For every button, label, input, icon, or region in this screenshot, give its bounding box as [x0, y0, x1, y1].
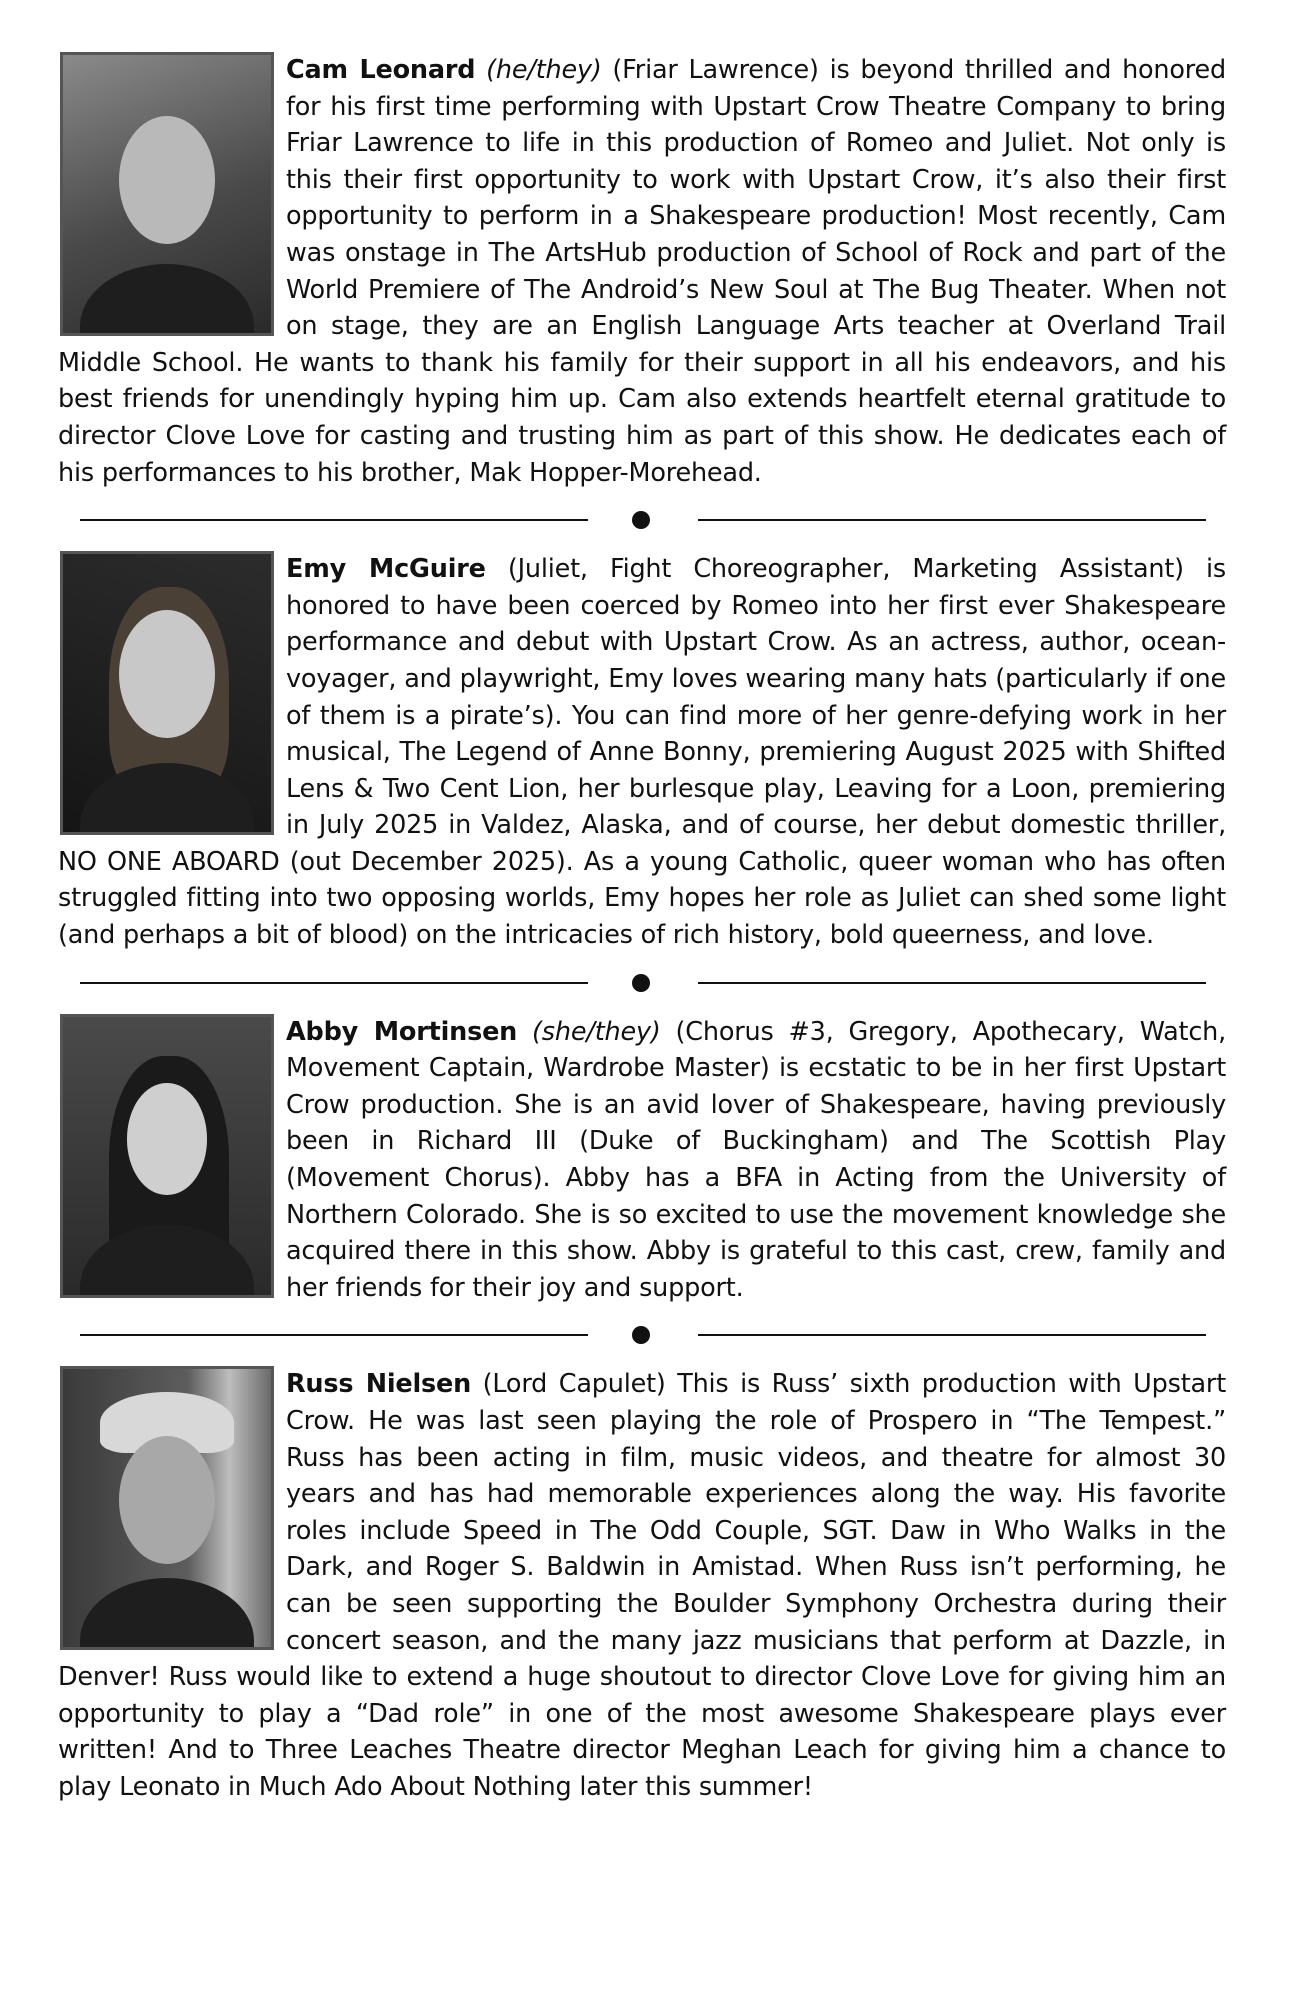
- bio-text: (Chorus #3, Gregory, Apothecary, Watch, Movement Captain, Wardrobe Master) is ecstatic to be in her first Upstart Crow production. She is an avid lover of Shakespeare, having previously been in Richard III (Duke of Buckingham) and The Scottish Play (Movement Chorus). Abby has a BFA in Acting from the University of Northern Colorado. She is so excited to use the movement knowledge she acquired there in this show. Abby is grateful to this cast, crew, family and her friends for their joy and support.: [286, 1016, 1227, 1303]
- separator-line-left: [80, 982, 588, 984]
- separator-dot: [632, 974, 650, 992]
- separator: [58, 968, 1226, 998]
- headshot-face: [119, 116, 215, 244]
- headshot-face: [127, 1083, 206, 1194]
- separator-line-right: [698, 982, 1206, 984]
- bio-pronouns: (she/they): [532, 1016, 661, 1047]
- headshot-shoulders: [80, 264, 255, 337]
- separator-dot: [632, 1326, 650, 1344]
- bio-page: [58, 52, 1226, 1806]
- bio-name: Emy McGuire: [286, 554, 486, 585]
- headshot-abby-mortinsen: [60, 1014, 274, 1298]
- headshot-cam-leonard: [60, 52, 274, 336]
- headshot-face: [119, 610, 215, 738]
- bio-name: Russ Nielsen: [286, 1369, 472, 1400]
- bio-abby-mortinsen: [58, 1014, 1226, 1307]
- bio-name: Abby Mortinsen: [286, 1016, 518, 1047]
- headshot-russ-nielsen: [60, 1366, 274, 1650]
- separator-line-right: [698, 519, 1206, 521]
- bio-emy-mcguire: [58, 551, 1226, 954]
- headshot-shoulders: [80, 763, 255, 836]
- separator-dot: [632, 511, 650, 529]
- bio-cam-leonard: [58, 52, 1226, 491]
- separator-line-right: [698, 1334, 1206, 1336]
- bio-text: (Juliet, Fight Choreographer, Marketing Assistant) is honored to have been coerced by Romeo into her first ever Shakespeare performance and debut with Upstart Crow. As an actress, author, ocean-voyager, and playwright, Emy loves wearing many hats (particularly if one of them is a pirate’s). You can find more of her genre-defying work in her musical, The Legend of Anne Bonny, premiering August 2025 with Shifted Lens & Two Cent Lion, her burlesque play, Leaving for a Loon, premiering in July 2025 in Valdez, Alaska, and of course, her debut domestic thriller, NO ONE ABOARD (out December 2025). As a young Catholic, queer woman who has often struggled fitting into two opposing worlds, Emy hopes her role as Juliet can shed some light (and perhaps a bit of blood) on the intricacies of rich history, bold queerness, and love.: [58, 554, 1226, 951]
- bio-text: (Friar Lawrence) is beyond thrilled and honored for his first time performing with Upstart Crow Theatre Company to bring Friar Lawrence to life in this production of Romeo and Juliet. Not only is this their first opportunity to work with Upstart Crow, it’s also their first opportunity to perform in a Shakespeare production! Most recently, Cam was onstage in The ArtsHub production of School of Rock and part of the World Premiere of The Android’s New Soul at The Bug Theater. When not on stage, they are an English Language Arts teacher at Overland Trail Middle School. He wants to thank his family for their support in all his endeavors, and his best friends for unendingly hyping him up. Cam also extends heartfelt eternal gratitude to director Clove Love for casting and trusting him as part of this show. He dedicates each of his performances to his brother, Mak Hopper-Morehead.: [58, 55, 1226, 488]
- separator-line-left: [80, 519, 588, 521]
- separator: [58, 1320, 1226, 1350]
- bio-text: (Lord Capulet) This is Russ’ sixth production with Upstart Crow. He was last seen playing the role of Prospero in “The Tempest.” Russ has been acting in film, music videos, and theatre for almost 30 years and has had memorable experiences along the way. His favorite roles include Speed in The Odd Couple, SGT. Daw in Who Walks in the Dark, and Roger S. Baldwin in Amistad. When Russ isn’t performing, he can be seen supporting the Boulder Symphony Orchestra during their concert season, and the many jazz musicians that perform at Dazzle, in Denver! Russ would like to extend a huge shoutout to director Clove Love for giving him an opportunity to play a “Dad role” in one of the most awesome Shakespeare plays ever written! And to Three Leaches Theatre director Meghan Leach for giving him a chance to play Leonato in Much Ado About Nothing later this summer!: [58, 1369, 1226, 1802]
- separator-line-left: [80, 1334, 588, 1336]
- headshot-shoulders: [80, 1578, 255, 1651]
- bio-pronouns: (he/they): [486, 55, 602, 85]
- separator: [58, 505, 1226, 535]
- bio-name: Cam Leonard: [286, 55, 476, 85]
- headshot-emy-mcguire: [60, 551, 274, 835]
- headshot-face: [119, 1436, 215, 1564]
- bio-russ-nielsen: [58, 1366, 1226, 1805]
